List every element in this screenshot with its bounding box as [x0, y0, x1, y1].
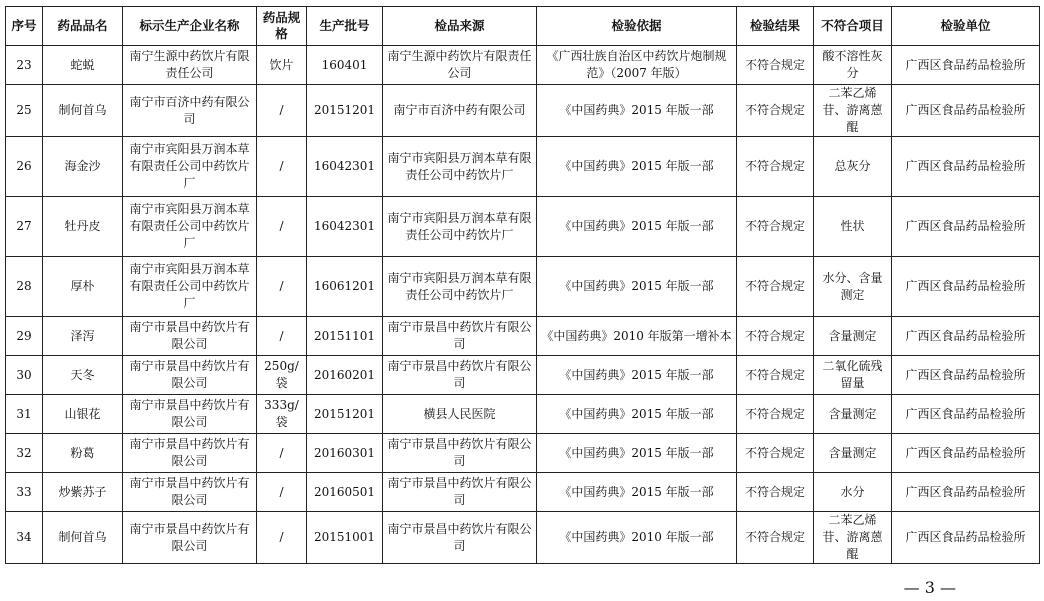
header-no: 序号	[6, 7, 43, 46]
cell-no: 32	[6, 434, 43, 473]
cell-basis: 《中国药典》2015 年版一部	[537, 473, 737, 512]
cell-name: 厚朴	[43, 257, 123, 317]
cell-result: 不符合规定	[737, 85, 814, 137]
cell-name: 泽泻	[43, 317, 123, 356]
cell-spec: 333g/袋	[257, 395, 307, 434]
table-row	[6, 395, 1040, 434]
cell-batch: 20160501	[307, 473, 383, 512]
table-row	[6, 46, 1040, 85]
cell-source: 南宁市宾阳县万润本草有限责任公司中药饮片厂	[383, 197, 537, 257]
header-source: 检品来源	[383, 7, 537, 46]
cell-basis: 《中国药典》2010 年版第一增补本	[537, 317, 737, 356]
cell-result: 不符合规定	[737, 317, 814, 356]
cell-maker: 南宁市宾阳县万润本草有限责任公司中药饮片厂	[123, 197, 257, 257]
cell-result: 不符合规定	[737, 473, 814, 512]
cell-name: 制何首乌	[43, 85, 123, 137]
cell-spec: 饮片	[257, 46, 307, 85]
cell-basis: 《中国药典》2015 年版一部	[537, 85, 737, 137]
cell-unit: 广西区食品药品检验所	[892, 473, 1040, 512]
header-name: 药品品名	[43, 7, 123, 46]
cell-result: 不符合规定	[737, 356, 814, 395]
cell-unit: 广西区食品药品检验所	[892, 257, 1040, 317]
cell-spec: /	[257, 512, 307, 564]
table-row	[6, 317, 1040, 356]
header-item: 不符合项目	[814, 7, 892, 46]
cell-no: 25	[6, 85, 43, 137]
cell-unit: 广西区食品药品检验所	[892, 317, 1040, 356]
cell-batch: 20160301	[307, 434, 383, 473]
cell-maker: 南宁市景昌中药饮片有限公司	[123, 317, 257, 356]
cell-source: 南宁市宾阳县万润本草有限责任公司中药饮片厂	[383, 137, 537, 197]
header-basis: 检验依据	[537, 7, 737, 46]
cell-maker: 南宁市景昌中药饮片有限公司	[123, 512, 257, 564]
cell-batch: 20151001	[307, 512, 383, 564]
cell-batch: 16042301	[307, 137, 383, 197]
cell-item: 含量测定	[814, 434, 892, 473]
cell-spec: /	[257, 473, 307, 512]
cell-name: 牡丹皮	[43, 197, 123, 257]
cell-item: 水分	[814, 473, 892, 512]
table-row	[6, 85, 1040, 137]
cell-maker: 南宁市景昌中药饮片有限公司	[123, 434, 257, 473]
cell-result: 不符合规定	[737, 137, 814, 197]
cell-unit: 广西区食品药品检验所	[892, 395, 1040, 434]
cell-source: 南宁生源中药饮片有限责任公司	[383, 46, 537, 85]
cell-name: 海金沙	[43, 137, 123, 197]
cell-spec: /	[257, 317, 307, 356]
cell-batch: 16042301	[307, 197, 383, 257]
page-number: — 3 —	[903, 578, 956, 597]
cell-basis: 《广西壮族自治区中药饮片炮制规范》（2007 年版）	[537, 46, 737, 85]
cell-no: 28	[6, 257, 43, 317]
header-batch: 生产批号	[307, 7, 383, 46]
cell-name: 天冬	[43, 356, 123, 395]
header-row	[6, 7, 1040, 46]
cell-item: 含量测定	[814, 317, 892, 356]
cell-unit: 广西区食品药品检验所	[892, 512, 1040, 564]
cell-source: 南宁市景昌中药饮片有限公司	[383, 317, 537, 356]
cell-basis: 《中国药典》2010 年版一部	[537, 512, 737, 564]
cell-batch: 20160201	[307, 356, 383, 395]
cell-batch: 16061201	[307, 257, 383, 317]
cell-batch: 20151201	[307, 395, 383, 434]
cell-source: 南宁市景昌中药饮片有限公司	[383, 434, 537, 473]
cell-result: 不符合规定	[737, 257, 814, 317]
header-spec: 药品规格	[257, 7, 307, 46]
table-row	[6, 197, 1040, 257]
cell-basis: 《中国药典》2015 年版一部	[537, 137, 737, 197]
cell-unit: 广西区食品药品检验所	[892, 434, 1040, 473]
header-result: 检验结果	[737, 7, 814, 46]
table-row	[6, 257, 1040, 317]
cell-name: 蛇蜕	[43, 46, 123, 85]
cell-batch: 160401	[307, 46, 383, 85]
cell-no: 30	[6, 356, 43, 395]
cell-source: 南宁市百济中药有限公司	[383, 85, 537, 137]
table-row	[6, 137, 1040, 197]
cell-name: 粉葛	[43, 434, 123, 473]
cell-no: 23	[6, 46, 43, 85]
cell-item: 总灰分	[814, 137, 892, 197]
cell-no: 27	[6, 197, 43, 257]
cell-basis: 《中国药典》2015 年版一部	[537, 356, 737, 395]
cell-batch: 20151201	[307, 85, 383, 137]
cell-source: 南宁市景昌中药饮片有限公司	[383, 356, 537, 395]
cell-name: 山银花	[43, 395, 123, 434]
table-row	[6, 473, 1040, 512]
header-unit: 检验单位	[892, 7, 1040, 46]
cell-source: 南宁市景昌中药饮片有限公司	[383, 473, 537, 512]
cell-no: 34	[6, 512, 43, 564]
cell-basis: 《中国药典》2015 年版一部	[537, 197, 737, 257]
cell-unit: 广西区食品药品检验所	[892, 85, 1040, 137]
table-row	[6, 434, 1040, 473]
cell-source: 横县人民医院	[383, 395, 537, 434]
cell-spec: 250g/袋	[257, 356, 307, 395]
cell-unit: 广西区食品药品检验所	[892, 356, 1040, 395]
cell-spec: /	[257, 257, 307, 317]
cell-name: 炒紫苏子	[43, 473, 123, 512]
cell-item: 水分、含量测定	[814, 257, 892, 317]
cell-source: 南宁市宾阳县万润本草有限责任公司中药饮片厂	[383, 257, 537, 317]
cell-item: 含量测定	[814, 395, 892, 434]
cell-no: 29	[6, 317, 43, 356]
cell-unit: 广西区食品药品检验所	[892, 46, 1040, 85]
cell-spec: /	[257, 137, 307, 197]
cell-no: 31	[6, 395, 43, 434]
cell-batch: 20151101	[307, 317, 383, 356]
table-row	[6, 356, 1040, 395]
cell-maker: 南宁生源中药饮片有限责任公司	[123, 46, 257, 85]
cell-unit: 广西区食品药品检验所	[892, 137, 1040, 197]
cell-source: 南宁市景昌中药饮片有限公司	[383, 512, 537, 564]
cell-result: 不符合规定	[737, 197, 814, 257]
cell-item: 二苯乙烯苷、游离蒽醌	[814, 85, 892, 137]
cell-maker: 南宁市景昌中药饮片有限公司	[123, 395, 257, 434]
cell-maker: 南宁市宾阳县万润本草有限责任公司中药饮片厂	[123, 137, 257, 197]
cell-result: 不符合规定	[737, 434, 814, 473]
cell-unit: 广西区食品药品检验所	[892, 197, 1040, 257]
cell-result: 不符合规定	[737, 512, 814, 564]
inspection-table	[5, 6, 1040, 564]
cell-basis: 《中国药典》2015 年版一部	[537, 257, 737, 317]
cell-result: 不符合规定	[737, 395, 814, 434]
cell-item: 二苯乙烯苷、游离蒽醌	[814, 512, 892, 564]
header-maker: 标示生产企业名称	[123, 7, 257, 46]
cell-item: 酸不溶性灰分	[814, 46, 892, 85]
cell-basis: 《中国药典》2015 年版一部	[537, 395, 737, 434]
cell-result: 不符合规定	[737, 46, 814, 85]
cell-basis: 《中国药典》2015 年版一部	[537, 434, 737, 473]
cell-spec: /	[257, 197, 307, 257]
cell-spec: /	[257, 85, 307, 137]
cell-no: 26	[6, 137, 43, 197]
cell-item: 性状	[814, 197, 892, 257]
cell-maker: 南宁市宾阳县万润本草有限责任公司中药饮片厂	[123, 257, 257, 317]
cell-item: 二氧化硫残留量	[814, 356, 892, 395]
cell-name: 制何首乌	[43, 512, 123, 564]
cell-spec: /	[257, 434, 307, 473]
cell-maker: 南宁市百济中药有限公司	[123, 85, 257, 137]
cell-maker: 南宁市景昌中药饮片有限公司	[123, 473, 257, 512]
table-row	[6, 512, 1040, 564]
cell-maker: 南宁市景昌中药饮片有限公司	[123, 356, 257, 395]
cell-no: 33	[6, 473, 43, 512]
